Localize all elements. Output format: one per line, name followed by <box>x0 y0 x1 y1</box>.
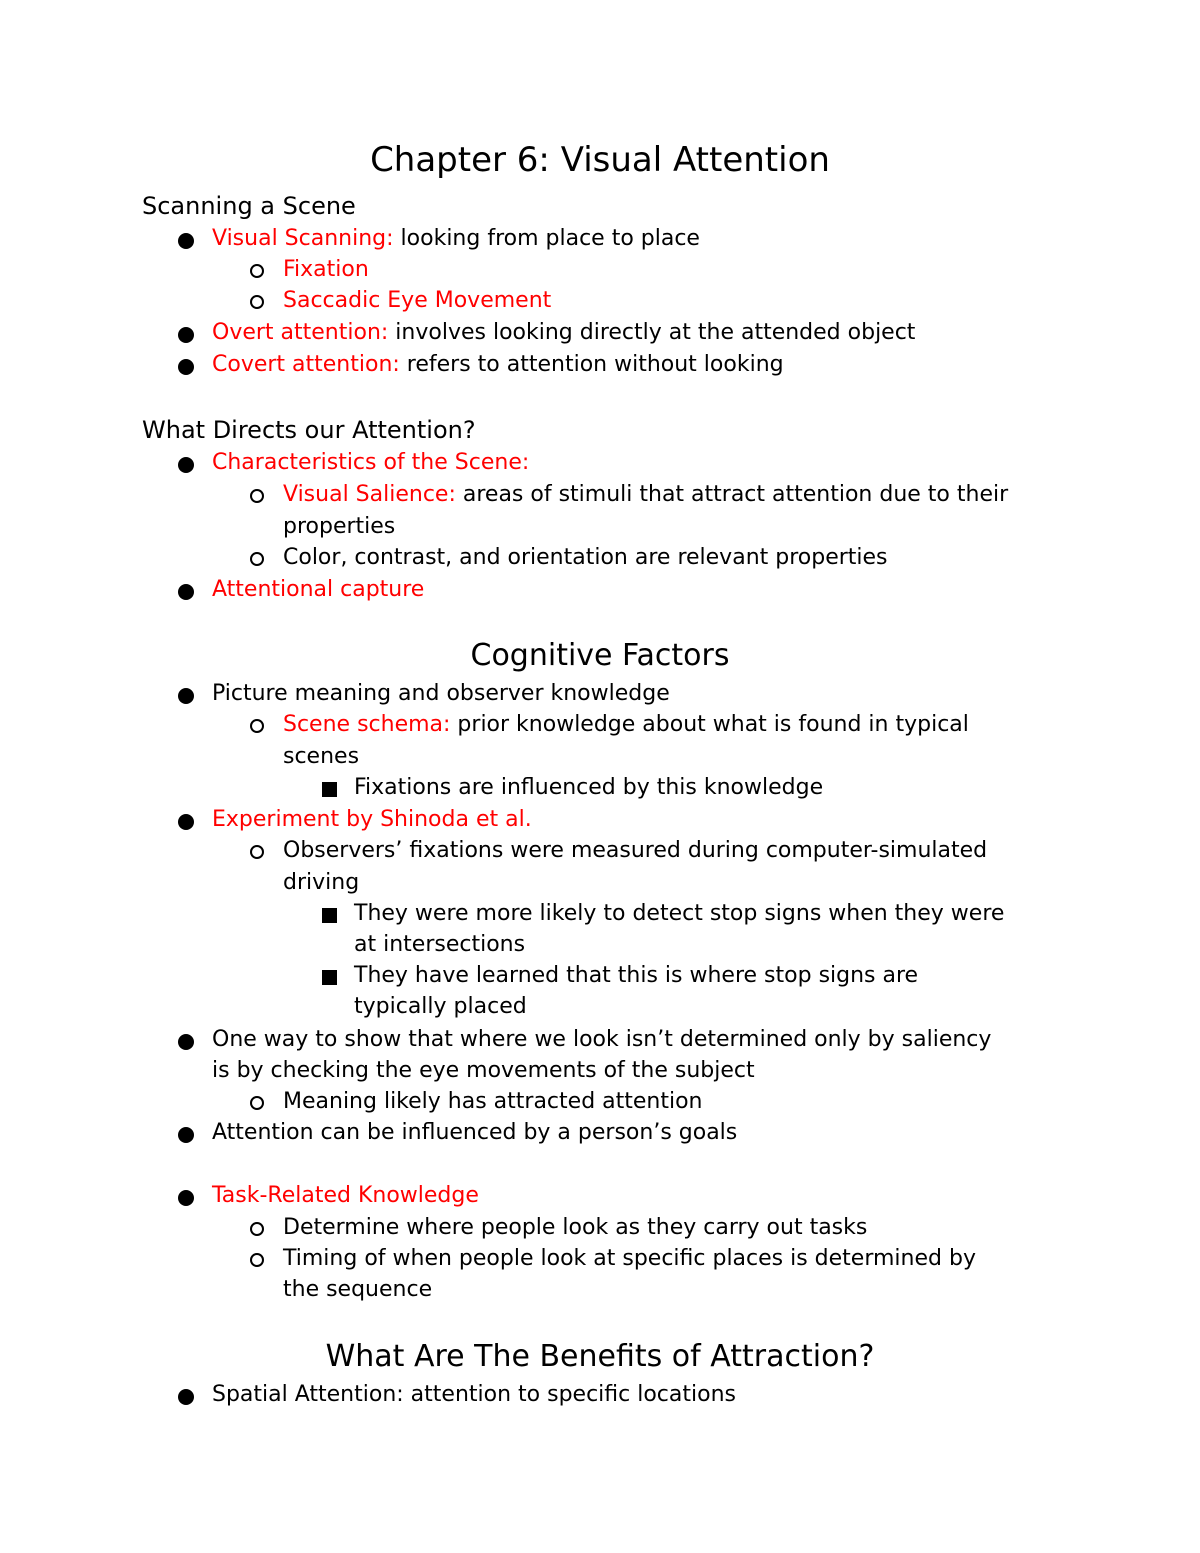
bullet-open-circle <box>250 1096 264 1110</box>
list-item-continuation: at intersections <box>354 932 526 957</box>
list-item-continuation: the sequence <box>283 1277 433 1302</box>
list-item: Task-Related Knowledge <box>212 1183 479 1208</box>
list-item-continuation: scenes <box>283 744 360 769</box>
list-item-continuation: typically placed <box>354 994 527 1019</box>
definition: involves looking directly at the attended object <box>388 320 916 345</box>
bullet-filled-circle <box>178 1389 194 1405</box>
bullet-open-circle <box>250 552 264 566</box>
bullet-filled-circle <box>178 1034 194 1050</box>
definition: areas of stimuli that attract attention due to their <box>455 482 1009 507</box>
list-item: Timing of when people look at specific places is determined by <box>283 1246 976 1271</box>
definition: looking from place to place <box>393 226 700 251</box>
bullet-open-circle <box>250 1253 264 1267</box>
list-item: Experiment by Shinoda et al. <box>212 807 532 832</box>
list-item: Characteristics of the Scene: <box>212 450 530 475</box>
list-item: Spatial Attention: attention to specific locations <box>212 1382 736 1407</box>
list-item: Attention can be influenced by a person’s goals <box>212 1120 738 1145</box>
list-item: One way to show that where we look isn’t determined only by saliency <box>212 1027 992 1052</box>
bullet-filled-circle <box>178 1190 194 1206</box>
bullet-filled-circle <box>178 814 194 830</box>
bullet-filled-circle <box>178 327 194 343</box>
bullet-square <box>322 970 337 985</box>
bullet-filled-circle <box>178 1127 194 1143</box>
term: Visual Scanning: <box>212 226 394 251</box>
bullet-open-circle <box>250 719 264 733</box>
list-item: Observers’ fixations were measured during computer-simulated <box>283 838 988 863</box>
list-item: They have learned that this is where stop signs are <box>354 963 919 988</box>
list-item <box>212 349 784 380</box>
list-item: They were more likely to detect stop signs when they were <box>354 901 1005 926</box>
bullet-open-circle <box>250 1222 264 1236</box>
list-item-continuation: properties <box>283 514 396 539</box>
section-heading-directs: What Directs our Attention? <box>142 416 476 444</box>
definition: prior knowledge about what is found in typical <box>450 712 969 737</box>
list-item: Fixations are influenced by this knowledge <box>354 775 824 800</box>
list-item-continuation: is by checking the eye movements of the subject <box>212 1058 755 1083</box>
bullet-open-circle <box>250 295 264 309</box>
list-item-continuation: driving <box>283 870 360 895</box>
bullet-open-circle <box>250 264 264 278</box>
section-heading-benefits: What Are The Benefits of Attraction? <box>325 1339 875 1374</box>
list-item <box>283 479 1008 510</box>
list-item: Color, contrast, and orientation are relevant properties <box>283 545 888 570</box>
bullet-filled-circle <box>178 457 194 473</box>
term: Visual Salience: <box>283 482 456 507</box>
bullet-filled-circle <box>178 584 194 600</box>
definition: refers to attention without looking <box>399 352 784 377</box>
term: Scene schema: <box>283 712 451 737</box>
bullet-square <box>322 908 337 923</box>
section-heading-scanning: Scanning a Scene <box>142 192 356 220</box>
bullet-filled-circle <box>178 233 194 249</box>
list-item <box>212 223 700 254</box>
bullet-open-circle <box>250 489 264 503</box>
list-item: Fixation <box>283 257 369 282</box>
bullet-square <box>322 782 337 797</box>
list-item: Meaning likely has attracted attention <box>283 1089 703 1114</box>
list-item <box>283 709 969 740</box>
list-item: Attentional capture <box>212 577 425 602</box>
term: Overt attention: <box>212 320 389 345</box>
section-heading-cognitive: Cognitive Factors <box>470 638 730 673</box>
list-item: Picture meaning and observer knowledge <box>212 681 670 706</box>
list-item: Determine where people look as they carry out tasks <box>283 1215 868 1240</box>
list-item: Saccadic Eye Movement <box>283 288 552 313</box>
chapter-title: Chapter 6: Visual Attention <box>370 140 830 180</box>
bullet-filled-circle <box>178 359 194 375</box>
term: Covert attention: <box>212 352 400 377</box>
bullet-filled-circle <box>178 688 194 704</box>
list-item <box>212 317 915 348</box>
bullet-open-circle <box>250 845 264 859</box>
